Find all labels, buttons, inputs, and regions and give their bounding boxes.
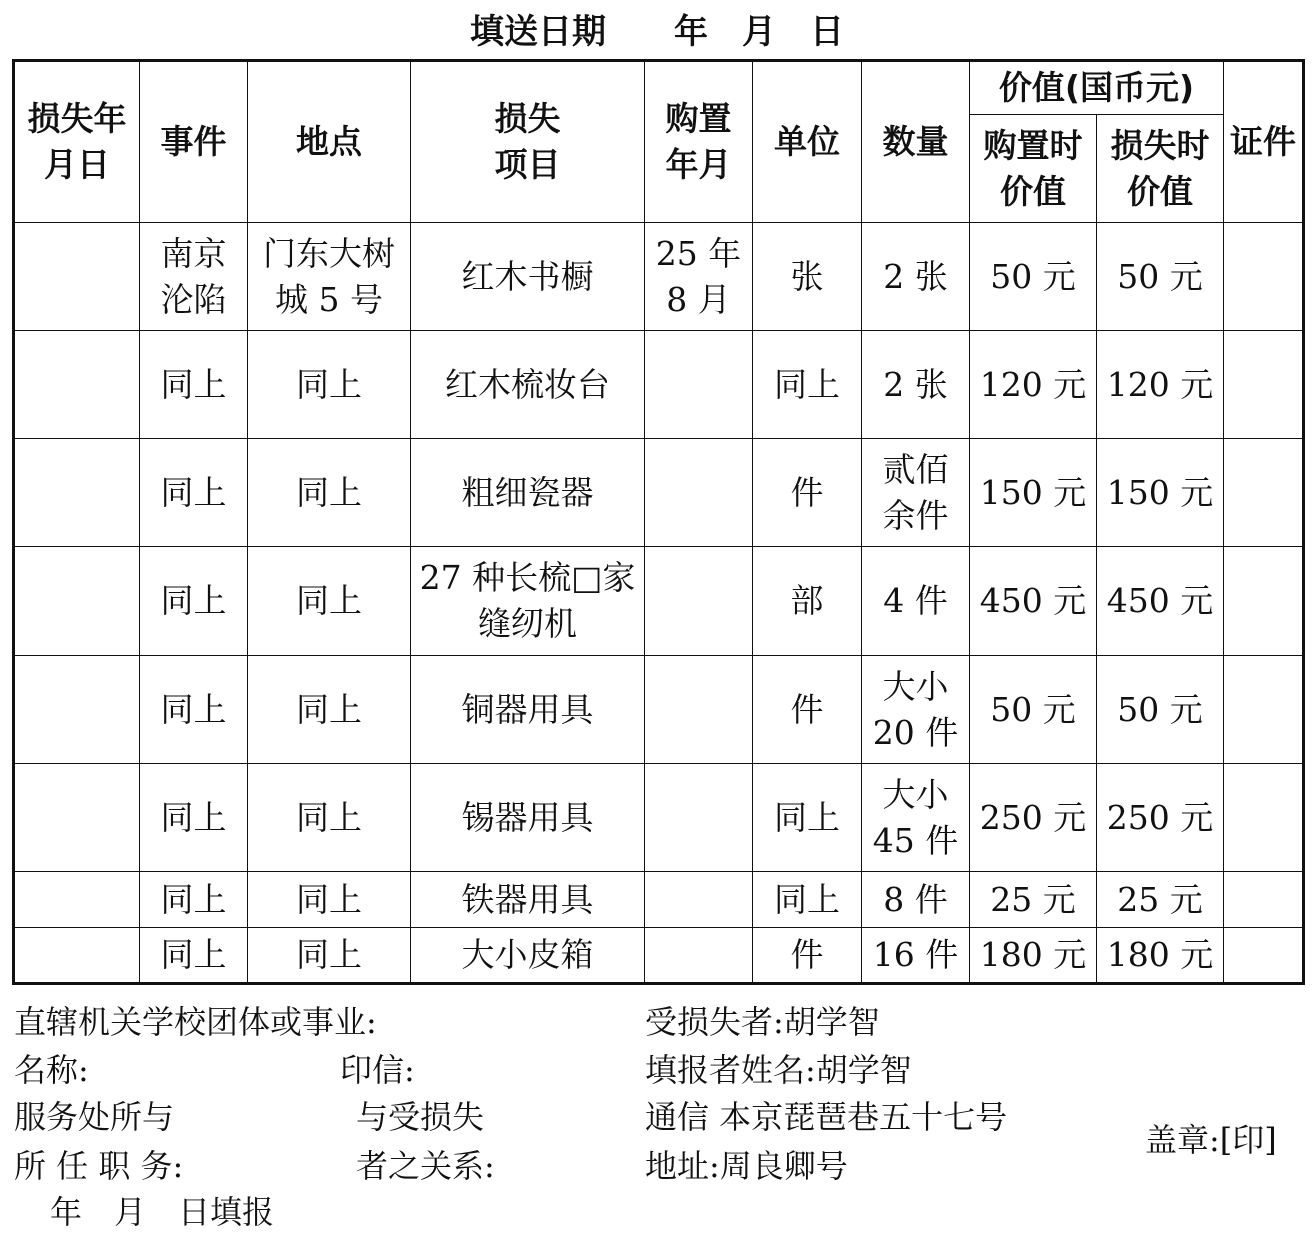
cell-place: 同上 xyxy=(248,439,411,547)
loss-rows xyxy=(14,223,1304,984)
table-row xyxy=(14,223,1304,331)
cell-certificate xyxy=(1224,223,1304,331)
cell-certificate xyxy=(1224,928,1304,984)
cell-place: 同上 xyxy=(248,547,411,656)
cell-item: 红木梳妆台 xyxy=(411,331,645,439)
cell-value-loss: 180 元 xyxy=(1097,928,1224,984)
cell-unit: 部 xyxy=(753,547,862,656)
footer-date-line: 年 月 日填报 xyxy=(50,1193,275,1231)
cell-unit: 同上 xyxy=(753,764,862,872)
footer-service-label: 服务处所与 xyxy=(14,1098,175,1136)
footer-relation-label-cont: 者之关系: xyxy=(356,1147,495,1185)
cell-quantity: 16 件 xyxy=(862,928,970,984)
cell-certificate xyxy=(1224,656,1304,764)
footer-address-cont: 地址:周良卿号 xyxy=(645,1147,848,1185)
table-row xyxy=(14,872,1304,928)
cell-date xyxy=(14,547,140,656)
cell-unit: 同上 xyxy=(753,872,862,928)
table-row xyxy=(14,439,1304,547)
header-loss-item: 损失 项目 xyxy=(411,61,645,223)
cell-date xyxy=(14,656,140,764)
cell-date xyxy=(14,331,140,439)
cell-quantity: 贰佰 余件 xyxy=(862,439,970,547)
cell-value-purchase: 150 元 xyxy=(970,439,1097,547)
cell-item: 锡器用具 xyxy=(411,764,645,872)
cell-purchase-date xyxy=(645,656,753,764)
cell-unit: 张 xyxy=(753,223,862,331)
header-value-loss: 损失时 价值 xyxy=(1097,115,1224,223)
cell-value-loss: 50 元 xyxy=(1097,656,1224,764)
footer-name-label: 名称: xyxy=(14,1051,89,1089)
cell-value-purchase: 120 元 xyxy=(970,331,1097,439)
footer-duty-label: 所 任 职 务: xyxy=(14,1147,184,1185)
cell-place: 同上 xyxy=(248,764,411,872)
cell-date xyxy=(14,439,140,547)
cell-value-purchase: 25 元 xyxy=(970,872,1097,928)
cell-date xyxy=(14,928,140,984)
cell-item: 大小皮箱 xyxy=(411,928,645,984)
cell-purchase-date: 25 年 8 月 xyxy=(645,223,753,331)
header-certificate: 证件 xyxy=(1224,61,1304,223)
cell-purchase-date xyxy=(645,331,753,439)
cell-date xyxy=(14,223,140,331)
cell-value-purchase: 50 元 xyxy=(970,656,1097,764)
cell-value-purchase: 450 元 xyxy=(970,547,1097,656)
cell-quantity: 2 张 xyxy=(862,331,970,439)
cell-value-loss: 25 元 xyxy=(1097,872,1224,928)
cell-event: 南京 沦陷 xyxy=(140,223,248,331)
cell-event: 同上 xyxy=(140,764,248,872)
cell-quantity: 大小 45 件 xyxy=(862,764,970,872)
cell-date xyxy=(14,872,140,928)
cell-place: 同上 xyxy=(248,656,411,764)
footer-address: 通信 本京琵琶巷五十七号 xyxy=(645,1098,1008,1136)
form-title: 填送日期 年 月 日 xyxy=(470,12,844,52)
table-row xyxy=(14,547,1304,656)
cell-value-loss: 150 元 xyxy=(1097,439,1224,547)
footer-org-label: 直辖机关学校团体或事业: xyxy=(14,1003,377,1041)
header-value-purchase: 购置时 价值 xyxy=(970,115,1097,223)
cell-item: 红木书橱 xyxy=(411,223,645,331)
header-unit: 单位 xyxy=(753,61,862,223)
cell-value-purchase: 180 元 xyxy=(970,928,1097,984)
table-row xyxy=(14,656,1304,764)
cell-value-loss: 120 元 xyxy=(1097,331,1224,439)
cell-date xyxy=(14,764,140,872)
cell-item: 铜器用具 xyxy=(411,656,645,764)
loss-report-table xyxy=(12,59,1305,985)
cell-certificate xyxy=(1224,439,1304,547)
cell-value-purchase: 50 元 xyxy=(970,223,1097,331)
footer-reporter: 填报者姓名:胡学智 xyxy=(645,1051,912,1089)
cell-certificate xyxy=(1224,872,1304,928)
cell-purchase-date xyxy=(645,928,753,984)
cell-purchase-date xyxy=(645,547,753,656)
cell-value-loss: 50 元 xyxy=(1097,223,1224,331)
header-purchase-date: 购置 年月 xyxy=(645,61,753,223)
table-row xyxy=(14,331,1304,439)
cell-quantity: 8 件 xyxy=(862,872,970,928)
cell-unit: 件 xyxy=(753,928,862,984)
footer-relation-label: 与受损失 xyxy=(356,1098,485,1136)
table-row xyxy=(14,764,1304,872)
cell-event: 同上 xyxy=(140,656,248,764)
cell-value-loss: 450 元 xyxy=(1097,547,1224,656)
header-value-group: 价值(国币元) xyxy=(970,61,1224,115)
cell-quantity: 2 张 xyxy=(862,223,970,331)
cell-purchase-date xyxy=(645,439,753,547)
cell-purchase-date xyxy=(645,764,753,872)
cell-event: 同上 xyxy=(140,547,248,656)
cell-item: 27 种长梳□家 缝纫机 xyxy=(411,547,645,656)
cell-quantity: 大小 20 件 xyxy=(862,656,970,764)
header-loss-date: 损失年 月日 xyxy=(14,61,140,223)
cell-certificate xyxy=(1224,764,1304,872)
cell-certificate xyxy=(1224,547,1304,656)
footer-victim: 受损失者:胡学智 xyxy=(645,1003,880,1041)
cell-place: 同上 xyxy=(248,331,411,439)
cell-quantity: 4 件 xyxy=(862,547,970,656)
cell-unit: 同上 xyxy=(753,331,862,439)
cell-place: 门东大树 城 5 号 xyxy=(248,223,411,331)
cell-unit: 件 xyxy=(753,656,862,764)
header-event: 事件 xyxy=(140,61,248,223)
cell-unit: 件 xyxy=(753,439,862,547)
cell-place: 同上 xyxy=(248,928,411,984)
cell-event: 同上 xyxy=(140,872,248,928)
cell-value-loss: 250 元 xyxy=(1097,764,1224,872)
header-place: 地点 xyxy=(248,61,411,223)
cell-item: 铁器用具 xyxy=(411,872,645,928)
footer-stamp: 盖章:[印] xyxy=(1145,1121,1277,1159)
header-quantity: 数量 xyxy=(862,61,970,223)
cell-place: 同上 xyxy=(248,872,411,928)
footer-seal-label: 印信: xyxy=(340,1051,415,1089)
cell-certificate xyxy=(1224,331,1304,439)
cell-event: 同上 xyxy=(140,331,248,439)
cell-value-purchase: 250 元 xyxy=(970,764,1097,872)
cell-event: 同上 xyxy=(140,928,248,984)
cell-purchase-date xyxy=(645,872,753,928)
cell-event: 同上 xyxy=(140,439,248,547)
table-row xyxy=(14,928,1304,984)
cell-item: 粗细瓷器 xyxy=(411,439,645,547)
